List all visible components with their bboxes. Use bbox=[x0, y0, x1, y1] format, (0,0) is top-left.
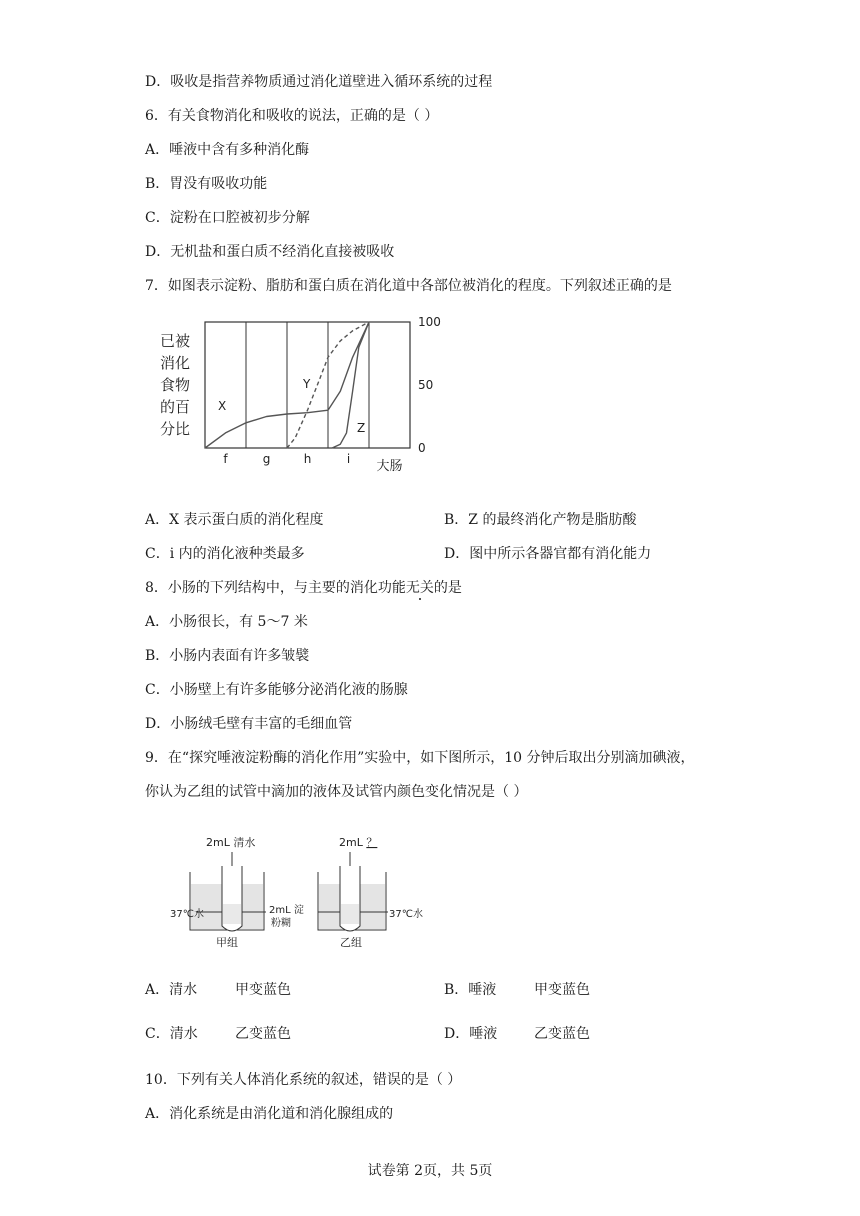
q9-option-b: B．唾液 甲变蓝色 bbox=[444, 982, 590, 998]
q6-option-d: D．无机盐和蛋白质不经消化直接被吸收 bbox=[145, 244, 395, 260]
q10-option-a: A．消化系统是由消化道和消化腺组成的 bbox=[145, 1106, 394, 1122]
y-tick-label: 0 bbox=[418, 441, 426, 455]
x-category-label: g bbox=[262, 452, 271, 466]
q6-option-a: A．唾液中含有多种消化酶 bbox=[145, 142, 310, 158]
starch-label-2: 粉糊 bbox=[271, 918, 291, 929]
ylabel-line: 分比 bbox=[160, 420, 191, 438]
q6-stem: 6．有关食物消化和吸收的说法，正确的是（ ） bbox=[145, 108, 439, 124]
jia-top-label: 2mL 清水 bbox=[206, 836, 256, 849]
jia-group-label: 甲组 bbox=[216, 936, 238, 949]
q9-stem-line2: 你认为乙组的试管中滴加的液体及试管内颜色变化情况是（ ） bbox=[145, 784, 528, 800]
q7-option-a: A．X 表示蛋白质的消化程度 bbox=[145, 512, 324, 528]
left-water-label: 37℃水 bbox=[170, 909, 204, 920]
yi-group-label: 乙组 bbox=[340, 936, 362, 949]
digestion-chart bbox=[150, 310, 450, 490]
q8-stem-after: 的是 bbox=[433, 580, 462, 596]
q8-option-b: B．小肠内表面有许多皱襞 bbox=[145, 648, 310, 664]
x-category-label: 大肠 bbox=[376, 459, 403, 474]
q7-option-d: D．图中所示各器官都有消化能力 bbox=[444, 546, 652, 562]
ylabel-line: 已被 bbox=[160, 332, 191, 350]
q8-stem-before: 8．小肠的下列结构中，与主要的消化功能 bbox=[145, 580, 406, 596]
q7-option-c: C．i 内的消化液种类最多 bbox=[145, 546, 305, 562]
q6-option-c: C．淀粉在口腔被初步分解 bbox=[145, 210, 310, 226]
q8-option-d: D．小肠绒毛壁有丰富的毛细血管 bbox=[145, 716, 353, 732]
right-water-label: 37℃水 bbox=[389, 909, 423, 920]
q7-stem: 7．如图表示淀粉、脂肪和蛋白质在消化道中各部位被消化的程度。下列叙述正确的是 bbox=[145, 278, 672, 294]
chart-ylabel bbox=[160, 332, 190, 438]
starch-label-1: 2mL 淀 bbox=[269, 905, 304, 916]
ylabel-line: 食物 bbox=[160, 376, 191, 394]
q10-stem: 10．下列有关人体消化系统的叙述，错误的是（ ） bbox=[145, 1072, 462, 1088]
q8-option-c: C．小肠壁上有许多能够分泌消化液的肠腺 bbox=[145, 682, 408, 698]
experiment-figure bbox=[170, 828, 440, 956]
x-category-label: f bbox=[223, 452, 228, 466]
ylabel-line: 的百 bbox=[160, 398, 191, 416]
ylabel-line: 消化 bbox=[160, 354, 191, 372]
x-category-label: i bbox=[346, 452, 351, 466]
y-tick-label: 50 bbox=[418, 378, 434, 392]
series-y-label: Y bbox=[303, 377, 311, 391]
q9-option-d: D．唾液 乙变蓝色 bbox=[444, 1026, 590, 1042]
page-footer: 试卷第 2页，共 5页 bbox=[367, 1163, 493, 1179]
q8-option-a: A．小肠很长，有 5～7 米 bbox=[145, 614, 308, 630]
q9-option-a: A．清水 甲变蓝色 bbox=[145, 982, 291, 998]
series-x-label: X bbox=[218, 399, 227, 413]
series-z-label: Z bbox=[357, 421, 366, 435]
x-category-label: h bbox=[303, 452, 312, 466]
q6-option-b: B．胃没有吸收功能 bbox=[145, 176, 268, 192]
q9-option-c: C．清水 乙变蓝色 bbox=[145, 1026, 291, 1042]
y-tick-label: 100 bbox=[418, 315, 441, 329]
q9-stem-line1: 9．在“探究唾液淀粉酶的消化作用”实验中，如下图所示，10 分钟后取出分别滴加碘液， bbox=[145, 750, 695, 766]
q8-stem-emphasis: 无关 bbox=[405, 580, 434, 596]
yi-top-label: 2mL ？ bbox=[339, 836, 378, 849]
q7-option-b: B．Z 的最终消化产物是脂肪酸 bbox=[444, 512, 637, 528]
q8-stem bbox=[145, 578, 462, 598]
q5-option-d: D．吸收是指营养物质通过消化道壁进入循环系统的过程 bbox=[145, 74, 493, 90]
